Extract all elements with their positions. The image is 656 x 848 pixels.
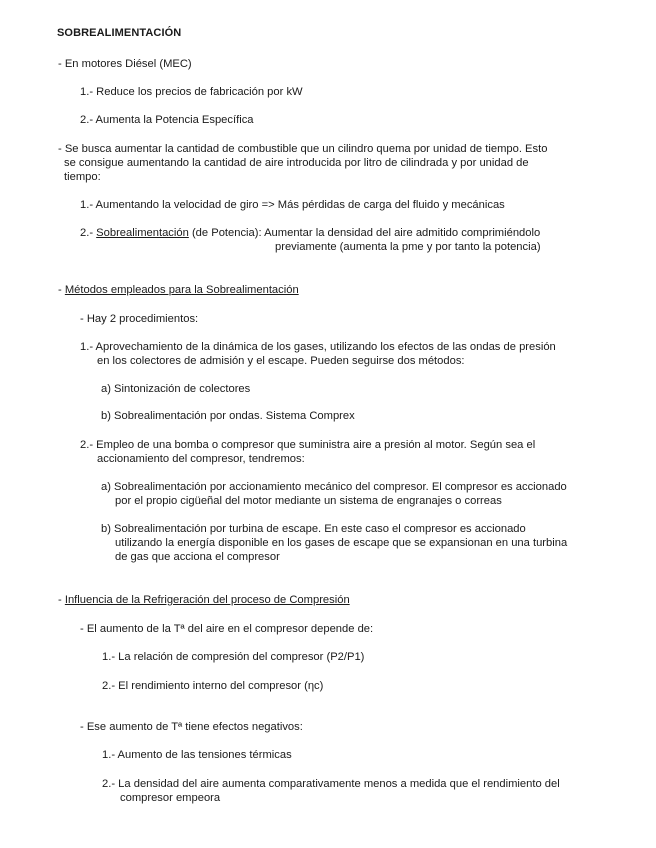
sub-item-continuation: de gas que acciona el compresor [115, 551, 280, 563]
paragraph-line: tiempo: [64, 171, 101, 183]
sub-item-continuation: utilizando la energía disponible en los gases de escape que se expansionan en una turbina [115, 537, 568, 549]
heading-text: Métodos empleados para la Sobrealimentación [64, 284, 299, 296]
paragraph-line: se consigue aumentando la cantidad de aire introducida por litro de cilindrada y por unidad de [64, 157, 529, 169]
list-item-continuation: en los colectores de admisión y el escape. Pueden seguirse dos métodos: [97, 355, 465, 367]
sub-item-continuation: por el propio cigüeñal del motor mediante un sistema de engranajes o correas [115, 495, 502, 507]
list-item [80, 226, 540, 241]
paragraph-line: - El aumento de la Tª del aire en el compresor depende de: [80, 623, 374, 635]
sub-item: a) Sintonización de colectores [101, 383, 251, 395]
list-item: 2.- Empleo de una bomba o compresor que suministra aire a presión al motor. Según sea el [80, 439, 536, 451]
list-item: 1.- Reduce los precios de fabricación por kW [80, 86, 303, 98]
heading-text: Influencia de la Refrigeración del proceso de Compresión [64, 594, 350, 606]
list-item-text: (de Potencia): Aumentar la densidad del aire admitido comprimiéndolo [188, 227, 541, 239]
sub-item: b) Sobrealimentación por turbina de escape. En este caso el compresor es accionado [101, 523, 526, 535]
heading-dash: - [58, 284, 65, 296]
list-item: 2.- El rendimiento interno del compresor (ηc) [102, 680, 324, 692]
section-heading-diesel: - En motores Diésel (MEC) [58, 58, 192, 70]
list-item-prefix: 2.- [80, 227, 97, 239]
list-item-continuation: compresor empeora [120, 792, 221, 804]
section-heading-methods [58, 283, 299, 298]
document-title: SOBREALIMENTACIÓN [57, 27, 182, 39]
list-item: 1.- Aumentando la velocidad de giro => Más pérdidas de carga del fluido y mecánicas [80, 199, 505, 211]
section-heading-refrigeration [58, 593, 350, 608]
list-item: 2.- La densidad del aire aumenta comparativamente menos a medida que el rendimiento del [102, 778, 560, 790]
paragraph-line: - Se busca aumentar la cantidad de combustible que un cilindro quema por unidad de tiempo. Esto [58, 143, 548, 155]
list-item-continuation: previamente (aumenta la pme y por tanto la potencia) [275, 241, 541, 253]
list-item: 1.- Aprovechamiento de la dinámica de los gases, utilizando los efectos de las ondas de presión [80, 341, 556, 353]
list-item-continuation: accionamiento del compresor, tendremos: [97, 453, 305, 465]
list-item: 1.- La relación de compresión del compresor (P2/P1) [102, 651, 365, 663]
list-item: 2.- Aumenta la Potencia Específica [80, 114, 254, 126]
sub-item: a) Sobrealimentación por accionamiento mecánico del compresor. El compresor es accionado [101, 481, 567, 493]
underlined-term: Sobrealimentación [96, 227, 189, 239]
list-item: 1.- Aumento de las tensiones térmicas [102, 749, 292, 761]
paragraph-line: - Hay 2 procedimientos: [80, 313, 199, 325]
heading-dash: - [58, 594, 65, 606]
sub-item: b) Sobrealimentación por ondas. Sistema Comprex [101, 410, 355, 422]
paragraph-line: - Ese aumento de Tª tiene efectos negativos: [80, 721, 303, 733]
